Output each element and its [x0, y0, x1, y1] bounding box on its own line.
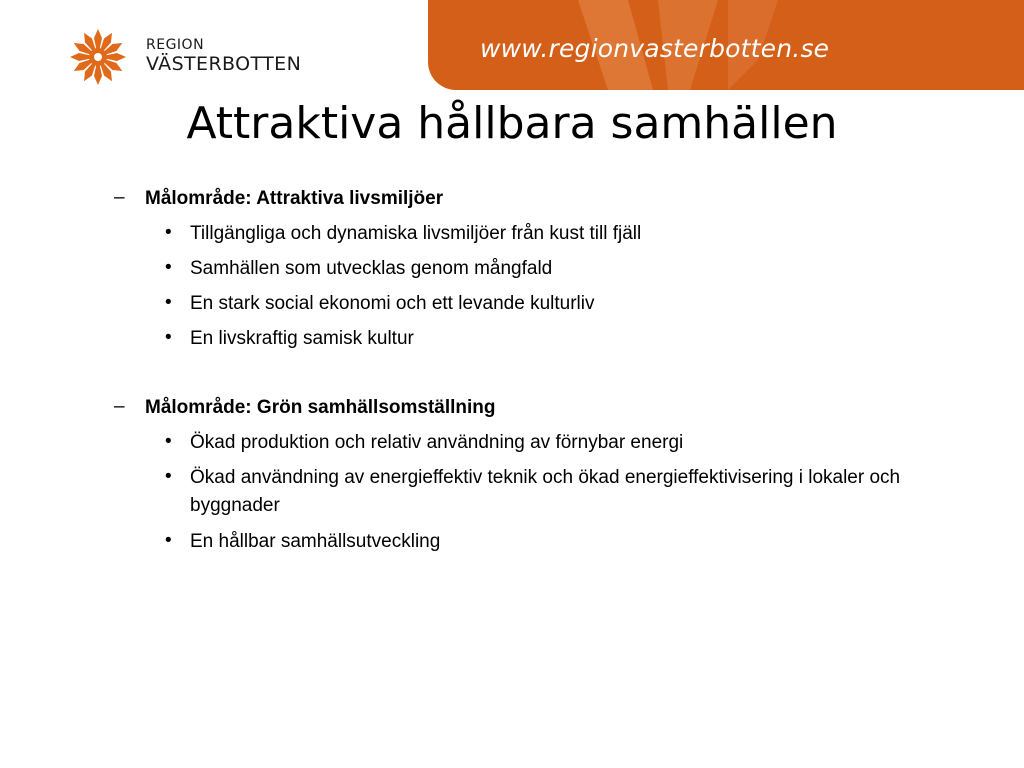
- list-item: Samhällen som utvecklas genom mångfald: [190, 258, 553, 279]
- bullet-icon: •: [165, 292, 172, 313]
- list-item: Ökad produktion och relativ användning av förnybar energi: [190, 432, 684, 453]
- logo-line-name: VÄSTERBOTTEN: [146, 53, 302, 75]
- logo-wordmark: [146, 37, 301, 75]
- website-url[interactable]: www.regionvasterbotten.se: [480, 34, 830, 63]
- star-flower-logo-icon: [66, 28, 130, 86]
- list-item: En hållbar samhällsutveckling: [190, 531, 441, 552]
- list-item: En stark social ekonomi och ett levande kulturliv: [190, 293, 595, 314]
- section-marker: –: [114, 187, 125, 208]
- section-marker: –: [114, 396, 125, 417]
- list-item: Tillgängliga och dynamiska livsmiljöer från kust till fjäll: [190, 223, 642, 244]
- bullet-icon: •: [165, 327, 172, 348]
- bullet-icon: •: [165, 530, 172, 551]
- bullet-icon: •: [165, 222, 172, 243]
- bullet-icon: •: [165, 257, 172, 278]
- logo-line-region: REGION: [146, 37, 205, 53]
- section-heading-gron: Målområde: Grön samhällsomställning: [145, 397, 496, 418]
- list-item: En livskraftig samisk kultur: [190, 328, 414, 349]
- bullet-icon: •: [165, 466, 172, 487]
- bullet-icon: •: [165, 431, 172, 452]
- list-item: Ökad användning av energieffektiv teknik och ökad energieffektivisering i lokaler och byggnader: [190, 467, 901, 516]
- section-heading-livsmiljoer: Målområde: Attraktiva livsmiljöer: [145, 188, 444, 209]
- slide-title: Attraktiva hållbara samhällen: [186, 98, 838, 149]
